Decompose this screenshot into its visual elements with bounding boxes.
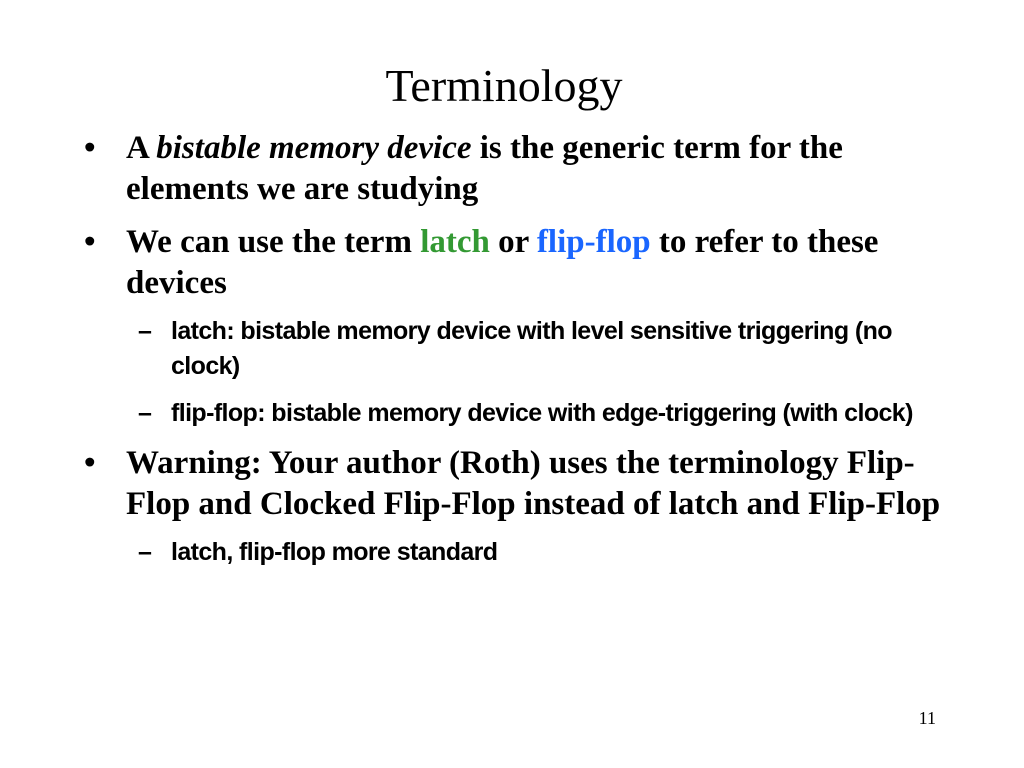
slide-content	[84, 128, 964, 582]
sub-bullet-flip-flop-definition	[84, 396, 964, 431]
sub-bullet-marker: –	[138, 538, 152, 566]
bullet-text-part: A	[126, 130, 157, 166]
term-latch: latch	[420, 224, 490, 260]
sub-bullet-text: flip-flop: bistable memory device with edge-triggering (with clock)	[171, 399, 913, 427]
bullet-text-part: to refer to these devices	[126, 224, 879, 301]
bullet-text-part: or	[489, 224, 537, 260]
bullet-marker: •	[84, 130, 96, 166]
slide-title: Terminology	[385, 60, 623, 111]
sub-bullet-list-note	[84, 535, 964, 570]
sub-bullet-standard-note	[84, 535, 964, 570]
page-number: 11	[918, 708, 936, 728]
bullet-bistable-memory-device	[84, 128, 964, 210]
term-flip-flop: flip-flop	[536, 224, 651, 260]
sub-bullet-text: latch, flip-flop more standard	[171, 538, 498, 566]
bullet-warning	[84, 443, 964, 525]
sub-bullet-marker: –	[138, 317, 152, 345]
term-bistable-memory-device: bistable memory device	[156, 130, 472, 166]
sub-bullet-latch-definition	[84, 314, 964, 384]
sub-bullet-marker: –	[138, 399, 152, 427]
bullet-text-part: is the generic term for the elements we are studying	[126, 130, 843, 207]
bullet-latch-or-flip-flop	[84, 222, 964, 304]
bullet-text-part: We can use the term	[126, 224, 421, 260]
bullet-text: Warning: Your author (Roth) uses the terminology Flip-Flop and Clocked Flip-Flop instead of latch and Flip-Flop	[126, 445, 941, 522]
sub-bullet-list-definitions	[84, 314, 964, 431]
bullet-marker: •	[84, 445, 96, 481]
bullet-marker: •	[84, 224, 96, 260]
sub-bullet-text: latch: bistable memory device with level sensitive triggering (no clock)	[171, 317, 892, 380]
